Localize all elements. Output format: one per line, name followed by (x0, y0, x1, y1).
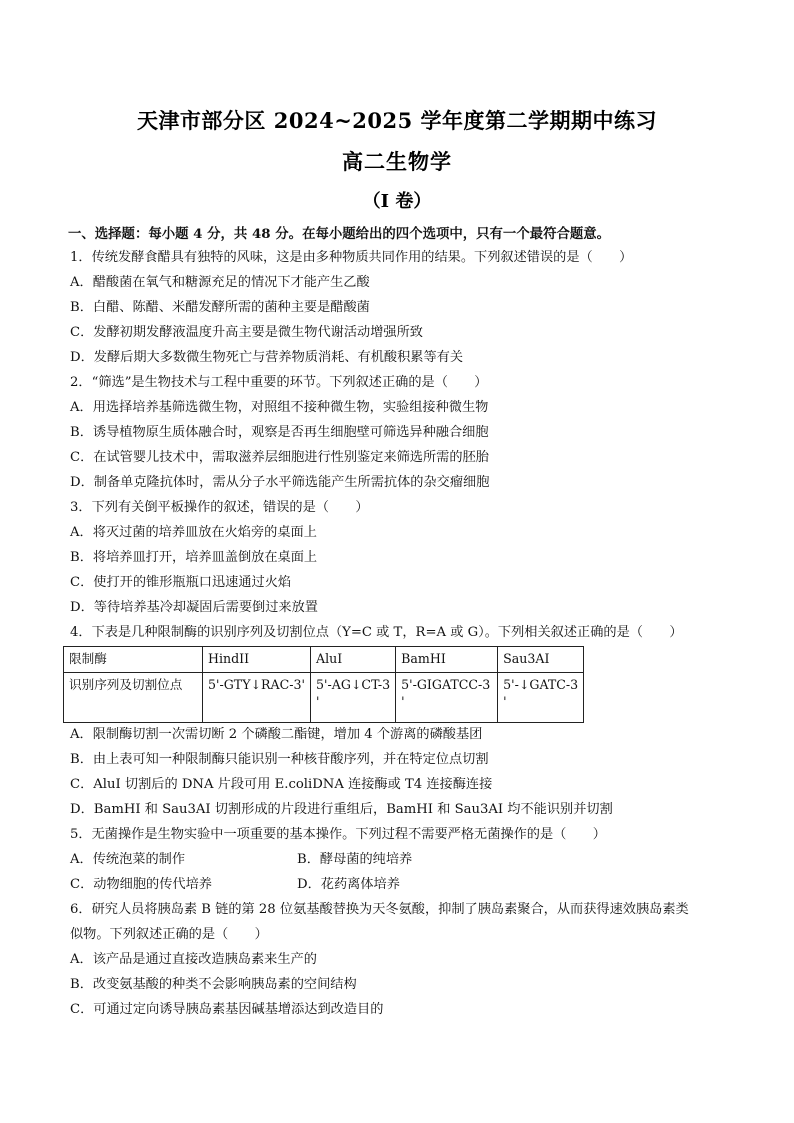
question-4-option-a: A．限制酶切割一次需切断 2 个磷酸二酯键，增加 4 个游离的磷酸基团 (70, 727, 483, 742)
table-header-cell: BamHI (396, 647, 498, 673)
question-3-option-a: A．将灭过菌的培养皿放在火焰旁的桌面上 (70, 525, 317, 540)
table-cell (203, 673, 311, 723)
question-6-stem: 6．研究人员将胰岛素 B 链的第 28 位氨基酸替换为天冬氨酸，抑制了胰岛素聚合，从而获得速效胰岛素类 (70, 902, 689, 917)
question-5-option-b: B．酵母菌的纯培养 (297, 852, 413, 867)
table-header-cell: 限制酶 (64, 647, 203, 673)
section-heading: 一、选择题：每小题 4 分，共 48 分。在每小题给出的四个选项中，只有一个最符合题意。 (68, 226, 611, 242)
table-header-cell: Sau3AI (498, 647, 584, 673)
enzyme-table (63, 646, 584, 723)
question-2-option-d: D．制备单克隆抗体时，需从分子水平筛选能产生所需抗体的杂交瘤细胞 (70, 475, 490, 490)
table-header-cell: HindII (203, 647, 311, 673)
question-5-option-a: A．传统泡菜的制作 (70, 852, 186, 867)
table-cell-tail: ' (316, 694, 320, 709)
question-2-option-b: B．诱导植物原生质体融合时，观察是否再生细胞壁可筛选异种融合细胞 (70, 425, 489, 440)
exam-volume: （I 卷） (362, 191, 432, 212)
question-3-option-c: C．使打开的锥形瓶瓶口迅速通过火焰 (70, 575, 292, 590)
question-3-stem: 3．下列有关倒平板操作的叙述，错误的是（ ） (70, 500, 369, 515)
table-cell (498, 673, 584, 723)
question-2-option-c: C．在试管婴儿技术中，需取滋养层细胞进行性别鉴定来筛选所需的胚胎 (70, 450, 489, 465)
question-6-stem-continued: 似物。下列叙述正确的是（ ） (70, 927, 268, 942)
question-6-option-b: B．改变氨基酸的种类不会影响胰岛素的空间结构 (70, 977, 357, 992)
exam-subtitle: 高二生物学 (342, 149, 452, 174)
question-5-stem: 5．无菌操作是生物实验中一项重要的基本操作。下列过程不需要严格无菌操作的是（ ） (70, 827, 606, 842)
question-6-option-c: C．可通过定向诱导胰岛素基因碱基增添达到改造目的 (70, 1002, 384, 1017)
question-4-stem: 4．下表是几种限制酶的识别序列及切割位点（Y=C 或 T，R=A 或 G）。下列相关叙述正确的是（ ） (70, 625, 683, 640)
table-cell (396, 673, 498, 723)
question-1-option-c: C．发酵初期发酵液温度升高主要是微生物代谢活动增强所致 (70, 325, 423, 340)
question-4-option-c: C．AluI 切割后的 DNA 片段可用 E.coliDNA 连接酶或 T4 连接酶连接 (70, 777, 493, 792)
question-5-options-row-1 (70, 851, 730, 869)
question-1-option-b: B．白醋、陈醋、米醋发酵所需的菌种主要是醋酸菌 (70, 300, 370, 315)
table-cell-sequence: 5'-↓GATC-3 (503, 677, 579, 692)
exam-title: 天津市部分区 2024~2025 学年度第二学期期中练习 (136, 108, 658, 133)
question-6-option-a: A．该产品是通过直接改造胰岛素来生产的 (70, 952, 317, 967)
question-2-option-a: A．用选择培养基筛选微生物，对照组不接种微生物，实验组接种微生物 (70, 400, 489, 415)
question-5-option-c: C．动物细胞的传代培养 (70, 877, 212, 892)
question-1-stem: 1．传统发酵食醋具有独特的风味，这是由多种物质共同作用的结果。下列叙述错误的是（ ） (70, 250, 633, 265)
table-cell-sequence: 5'-GTY↓RAC-3' (208, 677, 305, 692)
table-row-label: 识别序列及切割位点 (64, 673, 203, 723)
table-cell-tail: ' (503, 694, 507, 709)
question-4-option-d: D．BamHI 和 Sau3AI 切割形成的片段进行重组后，BamHI 和 Sau3AI 均不能识别并切割 (70, 802, 613, 817)
question-5-options-row-2 (70, 876, 730, 894)
table-header-row (64, 647, 584, 673)
table-header-cell: AluI (311, 647, 396, 673)
table-cell-tail: ' (401, 694, 405, 709)
question-3-option-b: B．将培养皿打开，培养皿盖倒放在桌面上 (70, 550, 318, 565)
question-2-stem: 2．“筛选”是生物技术与工程中重要的环节。下列叙述正确的是（ ） (70, 375, 488, 390)
question-3-option-d: D．等待培养基冷却凝固后需要倒过来放置 (70, 600, 318, 615)
question-1-option-d: D．发酵后期大多数微生物死亡与营养物质消耗、有机酸积累等有关 (70, 350, 464, 365)
table-cell-sequence: 5'-GIGATCC-3 (401, 677, 491, 692)
question-5-option-d: D．花药离体培养 (297, 877, 400, 892)
table-cell (311, 673, 396, 723)
question-4-option-b: B．由上表可知一种限制酶只能识别一种核苷酸序列，并在特定位点切割 (70, 752, 489, 767)
table-row (64, 673, 584, 723)
table-cell-sequence: 5'-AG↓CT-3 (316, 677, 391, 692)
question-1-option-a: A．醋酸菌在氧气和糖源充足的情况下才能产生乙酸 (70, 275, 370, 290)
